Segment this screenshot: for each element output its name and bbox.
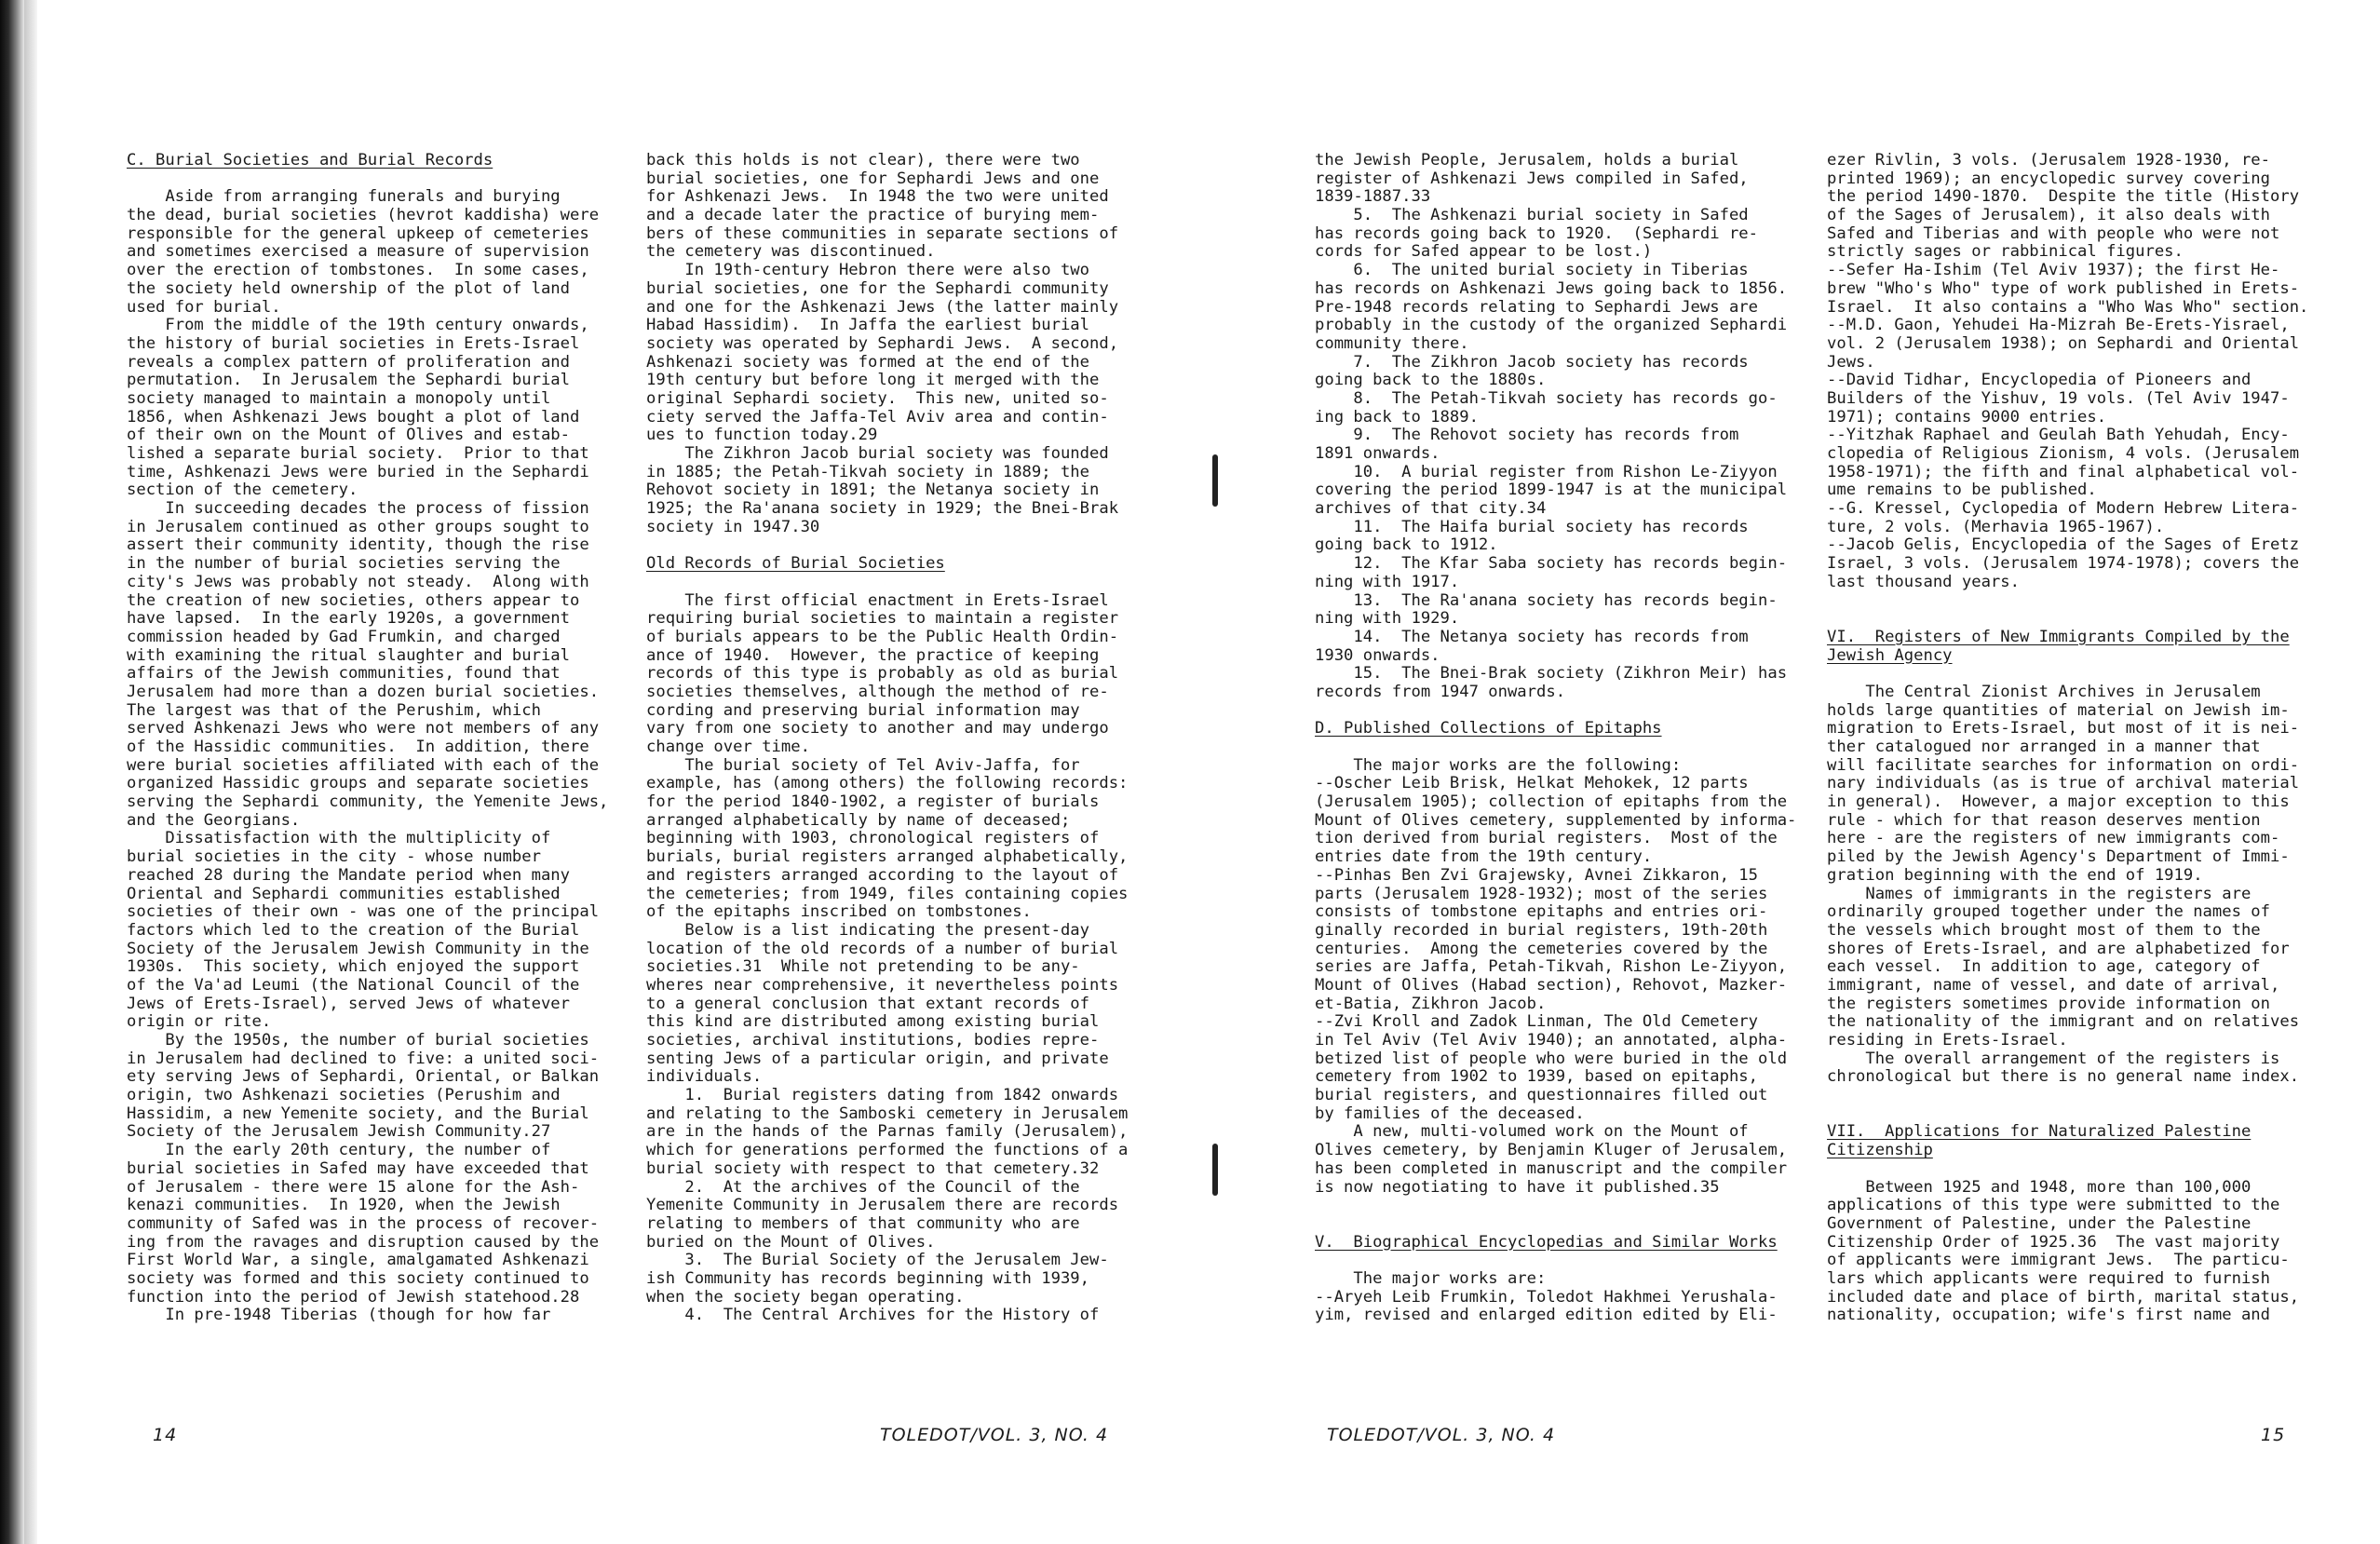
text-line: --Aryeh Leib Frumkin, Toledot Hakhmei Yerushala- xyxy=(1315,1287,1778,1307)
section-heading: VI. Registers of New Immigrants Compiled by the xyxy=(1827,627,2290,646)
left-page-column-1 xyxy=(127,152,629,1325)
text-line: 10. A burial register from Rishon Le-Ziyyon xyxy=(1315,462,1778,481)
text-line: societies.31 While not pretending to be any- xyxy=(646,957,1080,977)
text-line: assert their community identity, though the rise xyxy=(127,535,589,555)
text-line: --Jacob Gelis, Encyclopedia of the Sages of Eretz xyxy=(1827,535,2300,555)
section-heading: VII. Applications for Naturalized Palestine xyxy=(1827,1122,2252,1142)
text-line: served Ashkenazi Jews who were not members of any xyxy=(127,719,600,738)
text-line: ginally recorded in burial registers, 19th-20th xyxy=(1315,920,1768,940)
text-line: society in 1947.30 xyxy=(646,517,820,536)
text-line: The overall arrangement of the registers is xyxy=(1827,1049,2280,1068)
text-line: applications of this type were submitted to the xyxy=(1827,1196,2280,1215)
text-line: here - are the registers of new immigrants com- xyxy=(1827,829,2280,848)
right-page-column-2 xyxy=(1827,152,2358,1325)
text-line: Jerusalem had more than a dozen burial societies. xyxy=(127,682,600,701)
text-line: Habad Hassidim). In Jaffa the earliest burial xyxy=(646,316,1089,335)
text-line: 2. At the archives of the Council of the xyxy=(646,1177,1080,1197)
right-page-column-1 xyxy=(1315,152,1818,1325)
text-line: this kind are distributed among existing burial xyxy=(646,1012,1100,1032)
text-line: yim, revised and enlarged edition edited by Eli- xyxy=(1315,1306,1778,1325)
section-heading: C. Burial Societies and Burial Records xyxy=(127,152,494,169)
text-line: The largest was that of the Perushim, which xyxy=(127,700,541,720)
text-line: of applicants were immigrant Jews. The particu- xyxy=(1827,1251,2290,1270)
text-line: origin, two Ashkenazi societies (Perushim and xyxy=(127,1086,561,1105)
text-line: and a decade later the practice of burying mem- xyxy=(646,206,1100,225)
text-line: of burials appears to be the Public Health Ordin- xyxy=(646,627,1119,646)
text-line xyxy=(646,536,1168,555)
text-line: betized list of people who were buried in the old xyxy=(1315,1049,1788,1068)
text-line: for the period 1840-1902, a register of burials xyxy=(646,792,1100,812)
text-line: records from 1947 onwards. xyxy=(1315,682,1566,701)
text-line: the Jewish People, Jerusalem, holds a burial xyxy=(1315,152,1739,169)
text-line xyxy=(1315,1215,1818,1234)
text-line: --Yitzhak Raphael and Geulah Bath Yehudah, Ency- xyxy=(1827,426,2290,445)
text-line: societies of their own - was one of the principal xyxy=(127,902,600,922)
text-line: Rehovot society in 1891; the Netanya society in xyxy=(646,481,1100,500)
text-line: Ashkenazi society was formed at the end of the xyxy=(646,352,1089,372)
text-line: A new, multi-volumed work on the Mount of xyxy=(1315,1122,1749,1142)
text-line: the cemetery was discontinued. xyxy=(646,242,936,262)
text-line: ther catalogued nor arranged in a manner that xyxy=(1827,738,2261,756)
text-line: and one for the Ashkenazi Jews (the latter mainly xyxy=(646,297,1119,317)
text-line xyxy=(1315,702,1818,721)
text-line xyxy=(1827,1105,2358,1124)
text-line: strictly sages or rabbinical figures. xyxy=(1827,242,2184,262)
text-line: beginning with 1903, chronological registers of xyxy=(646,829,1100,848)
text-line: and registers arranged according to the layout of xyxy=(646,865,1119,885)
text-line: Oriental and Sephardi communities established xyxy=(127,884,561,903)
text-line xyxy=(1315,1197,1818,1215)
text-line: senting Jews of a particular origin, and private xyxy=(646,1049,1109,1068)
text-line: ume remains to be published. xyxy=(1827,481,2097,500)
text-line: 1839-1887.33 xyxy=(1315,187,1431,207)
text-line: the vessels which brought most of them to the xyxy=(1827,920,2261,940)
text-line xyxy=(1827,1160,2358,1179)
text-line: ing from the ravages and disruption caused by the xyxy=(127,1232,600,1252)
text-line: Dissatisfaction with the multiplicity of xyxy=(127,829,551,848)
text-line xyxy=(1827,592,2358,611)
text-line: and sometimes exercised a measure of supervision xyxy=(127,242,589,262)
text-line: each vessel. In addition to age, category of xyxy=(1827,957,2261,977)
text-line: with examining the ritual slaughter and burial xyxy=(127,645,570,665)
text-line: relating to members of that community who are xyxy=(646,1213,1080,1233)
text-line: vol. 2 (Jerusalem 1938); on Sephardi and Oriental xyxy=(1827,333,2300,353)
text-line: burial societies, one for the Sephardi community xyxy=(646,278,1109,298)
section-heading: Citizenship xyxy=(1827,1141,1933,1160)
text-line: of the Va'ad Leumi (the National Council of the xyxy=(127,975,580,995)
text-line: immigrant, name of vessel, and date of arrival, xyxy=(1827,975,2280,995)
text-line: the nationality of the immigrant and on relatives xyxy=(1827,1012,2300,1032)
text-line: community of Safed was in the process of recover- xyxy=(127,1213,600,1233)
text-line: nationality, occupation; wife's first name and xyxy=(1827,1306,2270,1325)
text-line: gration beginning with the end of 1919. xyxy=(1827,865,2203,885)
text-line: back this holds is not clear), there were two xyxy=(646,152,1080,169)
text-line: last thousand years. xyxy=(1827,572,2020,591)
text-line: ing back to 1889. xyxy=(1315,407,1479,427)
text-line: ture, 2 vols. (Merhavia 1965-1967). xyxy=(1827,517,2165,536)
text-line: the history of burial societies in Erets-Israel xyxy=(127,333,580,353)
text-line: by families of the deceased. xyxy=(1315,1104,1585,1123)
text-line: going back to 1912. xyxy=(1315,535,1498,555)
text-line: In pre-1948 Tiberias (though for how far xyxy=(127,1306,551,1325)
text-line: 1925; the Ra'anana society in 1929; the Bnei-Brak xyxy=(646,499,1119,519)
text-line: nary individuals (as is true of archival material xyxy=(1827,774,2300,793)
text-line: in Jerusalem had declined to five: a united soci- xyxy=(127,1049,600,1068)
text-line: community there. xyxy=(1315,333,1469,353)
text-line: section of the cemetery. xyxy=(127,481,358,500)
text-line: commission headed by Gad Frumkin, and charged xyxy=(127,627,561,646)
text-line: archives of that city.34 xyxy=(1315,499,1547,519)
text-line: cemetery from 1902 to 1939, based on epitaphs, xyxy=(1315,1067,1758,1087)
text-line: From the middle of the 19th century onwards, xyxy=(127,316,589,335)
text-line: society was formed and this society continued to xyxy=(127,1268,589,1288)
text-line: burial registers, and questionnaires filled out xyxy=(1315,1086,1768,1105)
text-line: bers of these communities in separate sections of xyxy=(646,223,1119,243)
text-line: Israel, 3 vols. (Jerusalem 1974-1978); covers the xyxy=(1827,554,2300,574)
text-line: wheres near comprehensive, it nevertheless points xyxy=(646,975,1119,995)
text-line: Mount of Olives (Habad section), Rehovot, Mazker- xyxy=(1315,975,1788,995)
text-line: and the Georgians. xyxy=(127,810,301,830)
text-line xyxy=(127,170,629,189)
left-page-number: 14 xyxy=(153,1425,178,1445)
text-line: 5. The Ashkenazi burial society in Safed xyxy=(1315,206,1749,225)
text-line: responsible for the general upkeep of cemeteries xyxy=(127,223,589,243)
book-binding-shadow xyxy=(0,0,24,1544)
text-line: 7. The Zikhron Jacob society has records xyxy=(1315,352,1749,372)
text-line: In succeeding decades the process of fission xyxy=(127,499,589,519)
text-line: --Sefer Ha-Ishim (Tel Aviv 1937); the first He- xyxy=(1827,261,2280,280)
text-line: 1930 onwards. xyxy=(1315,645,1440,665)
text-line: location of the old records of a number of burial xyxy=(646,939,1119,958)
text-line: ues to function today.29 xyxy=(646,426,878,445)
text-line: ordinarily grouped together under the names of xyxy=(1827,902,2270,922)
text-line xyxy=(1315,738,1818,757)
text-line: burial societies in the city - whose number xyxy=(127,847,541,867)
text-line: included date and place of birth, marital status, xyxy=(1827,1287,2300,1307)
text-line xyxy=(1827,665,2358,684)
text-line: society was operated by Sephardi Jews. A second, xyxy=(646,333,1119,353)
text-line: 9. The Rehovot society has records from xyxy=(1315,426,1739,445)
text-line: society managed to maintain a monopoly until xyxy=(127,388,551,408)
text-line: centuries. Among the cemeteries covered by the xyxy=(1315,939,1768,958)
section-heading: D. Published Collections of Epitaphs xyxy=(1315,719,1662,738)
text-line xyxy=(1315,1252,1818,1270)
text-line: Names of immigrants in the registers are xyxy=(1827,884,2252,903)
text-line: in Tel Aviv (Tel Aviv 1940); an annotated, alpha- xyxy=(1315,1031,1788,1050)
text-line: tion derived from burial registers. Most of the xyxy=(1315,829,1778,848)
text-line: residing in Erets-Israel. xyxy=(1827,1031,2068,1050)
text-line: 19th century but before long it merged with the xyxy=(646,371,1100,390)
text-line: Mount of Olives cemetery, supplemented by informa- xyxy=(1315,810,1797,830)
text-line: records of this type is probably as old as burial xyxy=(646,664,1119,684)
text-line: individuals. xyxy=(646,1067,763,1087)
text-line: to a general conclusion that extant records of xyxy=(646,994,1089,1013)
text-line: kenazi communities. In 1920, when the Jewish xyxy=(127,1196,561,1215)
section-heading: Jewish Agency xyxy=(1827,645,1953,665)
text-line: vary from one society to another and may undergo xyxy=(646,719,1109,738)
text-line: of the Hassidic communities. In addition, there xyxy=(127,738,589,756)
text-line: of their own on the Mount of Olives and estab- xyxy=(127,426,570,445)
text-line: lars which applicants were required to furnish xyxy=(1827,1268,2270,1288)
text-line: et-Batia, Zikhron Jacob. xyxy=(1315,994,1547,1013)
text-line: Between 1925 and 1948, more than 100,000 xyxy=(1827,1177,2252,1197)
section-heading: V. Biographical Encyclopedias and Similar Works xyxy=(1315,1232,1778,1252)
text-line: rule - which for that reason deserves mention xyxy=(1827,810,2261,830)
text-line: which for generations performed the functions of a xyxy=(646,1141,1129,1160)
text-line: 1930s. This society, which enjoyed the support xyxy=(127,957,580,977)
text-line: organized Hassidic groups and separate societies xyxy=(127,774,589,793)
text-line: 3. The Burial Society of the Jerusalem Jew- xyxy=(646,1251,1109,1270)
text-line: 1856, when Ashkenazi Jews bought a plot of land xyxy=(127,407,580,427)
text-line: burial society with respect to that cemetery.32 xyxy=(646,1158,1100,1178)
text-line: parts (Jerusalem 1928-1932); most of the series xyxy=(1315,884,1768,903)
text-line: serving the Sephardi community, the Yemenite Jews, xyxy=(127,792,609,812)
text-line: The burial society of Tel Aviv-Jaffa, for xyxy=(646,755,1080,775)
text-line: migration to Erets-Israel, but most of it is nei- xyxy=(1827,719,2300,738)
text-line: Society of the Jerusalem Jewish Community in the xyxy=(127,939,589,958)
text-line: --Oscher Leib Brisk, Helkat Mehokek, 12 parts xyxy=(1315,774,1749,793)
text-line: 6. The united burial society in Tiberias xyxy=(1315,261,1749,280)
text-line: 13. The Ra'anana society has records begin- xyxy=(1315,590,1778,610)
text-line: Builders of the Yishuv, 19 vols. (Tel Aviv 1947- xyxy=(1827,388,2290,408)
text-line xyxy=(646,574,1168,592)
text-line: Society of the Jerusalem Jewish Community.27 xyxy=(127,1122,551,1142)
text-line: the creation of new societies, others appear to xyxy=(127,590,580,610)
text-line: in Jerusalem continued as other groups sought to xyxy=(127,517,589,536)
text-line: of the Sages of Jerusalem), it also deals with xyxy=(1827,206,2270,225)
text-line: covering the period 1899-1947 is at the municipal xyxy=(1315,481,1788,500)
text-line: By the 1950s, the number of burial societies xyxy=(127,1031,589,1050)
text-line: Yemenite Community in Jerusalem there are records xyxy=(646,1196,1119,1215)
text-line: In the early 20th century, the number of xyxy=(127,1141,551,1160)
left-page-column-2 xyxy=(646,152,1168,1325)
right-page-number: 15 xyxy=(2261,1425,2286,1445)
text-line: holds large quantities of material on Jewish im- xyxy=(1827,700,2290,720)
text-line: 12. The Kfar Saba society has records begin- xyxy=(1315,554,1788,574)
text-line: burial societies, one for Sephardi Jews and one xyxy=(646,169,1100,188)
text-line: Citizenship Order of 1925.36 The vast majority xyxy=(1827,1232,2280,1252)
text-line: register of Ashkenazi Jews compiled in Safed, xyxy=(1315,169,1749,188)
text-line: printed 1969); an encyclopedic survey covering xyxy=(1827,169,2270,188)
text-line: 1891 onwards. xyxy=(1315,444,1440,463)
text-line: piled by the Jewish Agency's Department of Immi- xyxy=(1827,847,2290,867)
text-line: Olives cemetery, by Benjamin Kluger of Jerusalem, xyxy=(1315,1141,1788,1160)
text-line: societies themselves, although the method of re- xyxy=(646,682,1109,701)
text-line: have lapsed. In the early 1920s, a government xyxy=(127,609,570,629)
text-line: First World War, a single, amalgamated Ashkenazi xyxy=(127,1251,589,1270)
text-line: example, has (among others) the following records: xyxy=(646,774,1129,793)
book-binding-edge xyxy=(24,0,37,1544)
text-line: permutation. In Jerusalem the Sephardi burial xyxy=(127,371,570,390)
text-line: when the society began operating. xyxy=(646,1287,965,1307)
text-line: consists of tombstone epitaphs and entries ori- xyxy=(1315,902,1768,922)
text-line: --M.D. Gaon, Yehudei Ha-Mizrah Be-Erets-Yisrael, xyxy=(1827,316,2290,335)
text-line: The first official enactment in Erets-Israel xyxy=(646,590,1109,610)
text-line: and relating to the Samboski cemetery in Jerusalem xyxy=(646,1104,1129,1123)
text-line: original Sephardi society. This new, united so- xyxy=(646,388,1109,408)
text-line: shores of Erets-Israel, and are alphabetized for xyxy=(1827,939,2290,958)
text-line: 15. The Bnei-Brak society (Zikhron Meir) has xyxy=(1315,664,1788,684)
text-line: 1. Burial registers dating from 1842 onwards xyxy=(646,1086,1119,1105)
text-line: time, Ashkenazi Jews were buried in the Sephardi xyxy=(127,462,589,481)
text-line: ezer Rivlin, 3 vols. (Jerusalem 1928-1930, re- xyxy=(1827,152,2270,169)
text-line: reveals a complex pattern of proliferation and xyxy=(127,352,570,372)
section-heading: Old Records of Burial Societies xyxy=(646,554,945,574)
text-line: Jews of Erets-Israel), served Jews of whatever xyxy=(127,994,570,1013)
text-line: --G. Kressel, Cyclopedia of Modern Hebrew Litera- xyxy=(1827,499,2300,519)
text-line xyxy=(1827,1087,2358,1105)
text-line: has been completed in manuscript and the compiler xyxy=(1315,1158,1788,1178)
text-line: Jews. xyxy=(1827,352,1875,372)
text-line: 1958-1971); the fifth and final alphabetical vol- xyxy=(1827,462,2300,481)
text-line: cording and preserving burial information may xyxy=(646,700,1080,720)
gutter-mark-upper xyxy=(1212,454,1218,507)
text-line: ning with 1917. xyxy=(1315,572,1460,591)
text-line: Government of Palestine, under the Palestine xyxy=(1827,1213,2252,1233)
text-line: the registers sometimes provide information on xyxy=(1827,994,2270,1013)
text-line: factors which led to the creation of the Burial xyxy=(127,920,580,940)
text-line: change over time. xyxy=(646,738,810,756)
text-line: of the epitaphs inscribed on tombstones. xyxy=(646,902,1032,922)
text-line: The Central Zionist Archives in Jerusalem xyxy=(1827,682,2261,701)
text-line: were burial societies affiliated with each of the xyxy=(127,755,600,775)
text-line: brew "Who's Who" type of work published in Erets- xyxy=(1827,278,2300,298)
text-line: in general). However, a major exception to this xyxy=(1827,792,2290,812)
text-line: ance of 1940. However, the practice of keeping xyxy=(646,645,1100,665)
text-line: origin or rite. xyxy=(127,1012,272,1032)
text-line: has records going back to 1920. (Sephardi re- xyxy=(1315,223,1758,243)
text-line: The major works are the following: xyxy=(1315,755,1682,775)
text-line: The major works are: xyxy=(1315,1268,1547,1288)
text-line: 1971); contains 9000 entries. xyxy=(1827,407,2107,427)
text-line: buried on the Mount of Olives. xyxy=(646,1232,936,1252)
text-line: lished a separate burial society. Prior to that xyxy=(127,444,589,463)
text-line: ciety served the Jaffa-Tel Aviv area and contin- xyxy=(646,407,1109,427)
text-line: over the erection of tombstones. In some cases, xyxy=(127,261,589,280)
text-line: Pre-1948 records relating to Sephardi Jews are xyxy=(1315,297,1758,317)
text-line: burials, burial registers arranged alphabetically, xyxy=(646,847,1129,867)
text-line: --Zvi Kroll and Zadok Linman, The Old Cemetery xyxy=(1315,1012,1758,1032)
text-line: for Ashkenazi Jews. In 1948 the two were united xyxy=(646,187,1109,207)
text-line: clopedia of Religious Zionism, 4 vols. (Jerusalem xyxy=(1827,444,2300,463)
text-line: 11. The Haifa burial society has records xyxy=(1315,517,1749,536)
text-line: entries date from the 19th century. xyxy=(1315,847,1653,867)
left-running-footer: TOLEDOT/VOL. 3, NO. 4 xyxy=(880,1425,1109,1445)
gutter-mark-lower xyxy=(1212,1144,1218,1196)
text-line: the society held ownership of the plot of land xyxy=(127,278,570,298)
text-line: in 1885; the Petah-Tikvah society in 1889; the xyxy=(646,462,1089,481)
text-line: is now negotiating to have it published.35 xyxy=(1315,1177,1720,1197)
text-line: reached 28 during the Mandate period when many xyxy=(127,865,570,885)
right-running-footer: TOLEDOT/VOL. 3, NO. 4 xyxy=(1327,1425,1556,1445)
text-line: will facilitate searches for information on ordi- xyxy=(1827,755,2300,775)
text-line: cords for Safed appear to be lost.) xyxy=(1315,242,1653,262)
text-line: the cemeteries; from 1949, files containing copies xyxy=(646,884,1129,903)
text-line: function into the period of Jewish statehood.28 xyxy=(127,1287,580,1307)
text-line: Aside from arranging funerals and burying xyxy=(127,187,561,207)
text-line: (Jerusalem 1905); collection of epitaphs from the xyxy=(1315,792,1788,812)
text-line: arranged alphabetically by name of deceased; xyxy=(646,810,1071,830)
text-line: --David Tidhar, Encyclopedia of Pioneers and xyxy=(1827,371,2252,390)
text-line: societies, archival institutions, bodies repre- xyxy=(646,1031,1100,1050)
text-line: burial societies in Safed may have exceeded that xyxy=(127,1158,589,1178)
text-line: requiring burial societies to maintain a register xyxy=(646,609,1119,629)
text-line: are in the hands of the Parnas family (Jerusalem), xyxy=(646,1122,1129,1142)
text-line: affairs of the Jewish communities, found that xyxy=(127,664,561,684)
text-line: the dead, burial societies (hevrot kaddisha) were xyxy=(127,206,600,225)
text-line: series are Jaffa, Petah-Tikvah, Rishon Le-Ziyyon, xyxy=(1315,957,1788,977)
text-line: Hassidim, a new Yemenite society, and the Burial xyxy=(127,1104,589,1123)
text-line: going back to the 1880s. xyxy=(1315,371,1547,390)
text-line: --Pinhas Ben Zvi Grajewsky, Avnei Zikkaron, 15 xyxy=(1315,865,1758,885)
text-line: Below is a list indicating the present-day xyxy=(646,920,1089,940)
text-line: Israel. It also contains a "Who Was Who" section. xyxy=(1827,297,2309,317)
text-line: chronological but there is no general name index. xyxy=(1827,1067,2300,1087)
text-line xyxy=(1827,610,2358,629)
text-line: In 19th-century Hebron there were also two xyxy=(646,261,1089,280)
text-line: city's Jews was probably not steady. Along with xyxy=(127,572,589,591)
text-line: Safed and Tiberias and with people who were not xyxy=(1827,223,2280,243)
text-line: ning with 1929. xyxy=(1315,609,1460,629)
text-line: in the number of burial societies serving the xyxy=(127,554,561,574)
text-line: probably in the custody of the organized Sephardi xyxy=(1315,316,1788,335)
text-line: has records on Ashkenazi Jews going back to 1856. xyxy=(1315,278,1788,298)
text-line: used for burial. xyxy=(127,297,281,317)
text-line: the period 1490-1870. Despite the title (History xyxy=(1827,187,2300,207)
text-line: 4. The Central Archives for the History of xyxy=(646,1306,1100,1325)
text-line: The Zikhron Jacob burial society was founded xyxy=(646,444,1109,463)
text-line: 8. The Petah-Tikvah society has records go- xyxy=(1315,388,1778,408)
text-line: 14. The Netanya society has records from xyxy=(1315,627,1749,646)
text-line: ety serving Jews of Sephardi, Oriental, or Balkan xyxy=(127,1067,600,1087)
text-line: of Jerusalem - there were 15 alone for the Ash- xyxy=(127,1177,580,1197)
text-line: ish Community has records beginning with 1939, xyxy=(646,1268,1089,1288)
